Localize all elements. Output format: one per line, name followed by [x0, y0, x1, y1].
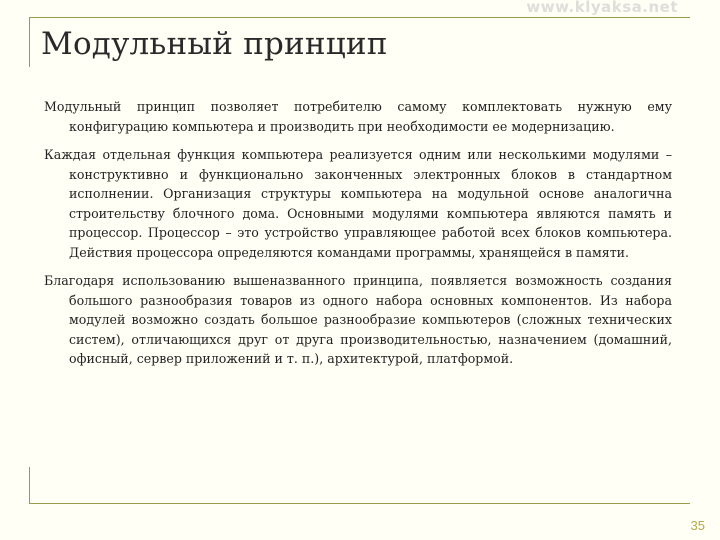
footer-frame-vertical-line: [29, 467, 30, 503]
page-number: 35: [690, 518, 705, 533]
paragraph-modular-principle: Модульный принцип позволяет потребителю самому комплектовать нужную ему конфигурацию компьютера и производить при необходимости ее модернизацию.: [44, 99, 672, 134]
slide-title: Модульный принцип: [41, 26, 388, 62]
title-frame-horizontal-line: [29, 17, 690, 18]
footer-frame-horizontal-line: [29, 503, 690, 504]
paragraph-modules-description: Каждая отдельная функция компьютера реализуется одним или несколькими модулями – конструктивно и функционально законченных электронных блоков в стандартном исполнении. Организация структуры компьютера на модульной основе аналогична строительству блочного дома. Основными модулями компьютера являются память и процессор. Процессор – это устройство управляющее работой всех блоков компьютера. Действия процессора определяются командами программы, хранящейся в памяти.: [44, 147, 672, 260]
watermark-text: www.klyaksa.net: [526, 0, 678, 16]
slide-body: [44, 97, 672, 378]
paragraph-variety: Благодаря использованию вышеназванного принципа, появляется возможность создания большого разнообразия товаров из одного набора основных компонентов. Из набора модулей возможно создать большое разнообразие компьютеров (сложных технических систем), отличающихся друг от друга производительностью, назначением (домашний, офисный, сервер приложений и т. п.), архитектурой, платформой.: [44, 273, 672, 366]
title-frame-vertical-line: [29, 17, 30, 67]
